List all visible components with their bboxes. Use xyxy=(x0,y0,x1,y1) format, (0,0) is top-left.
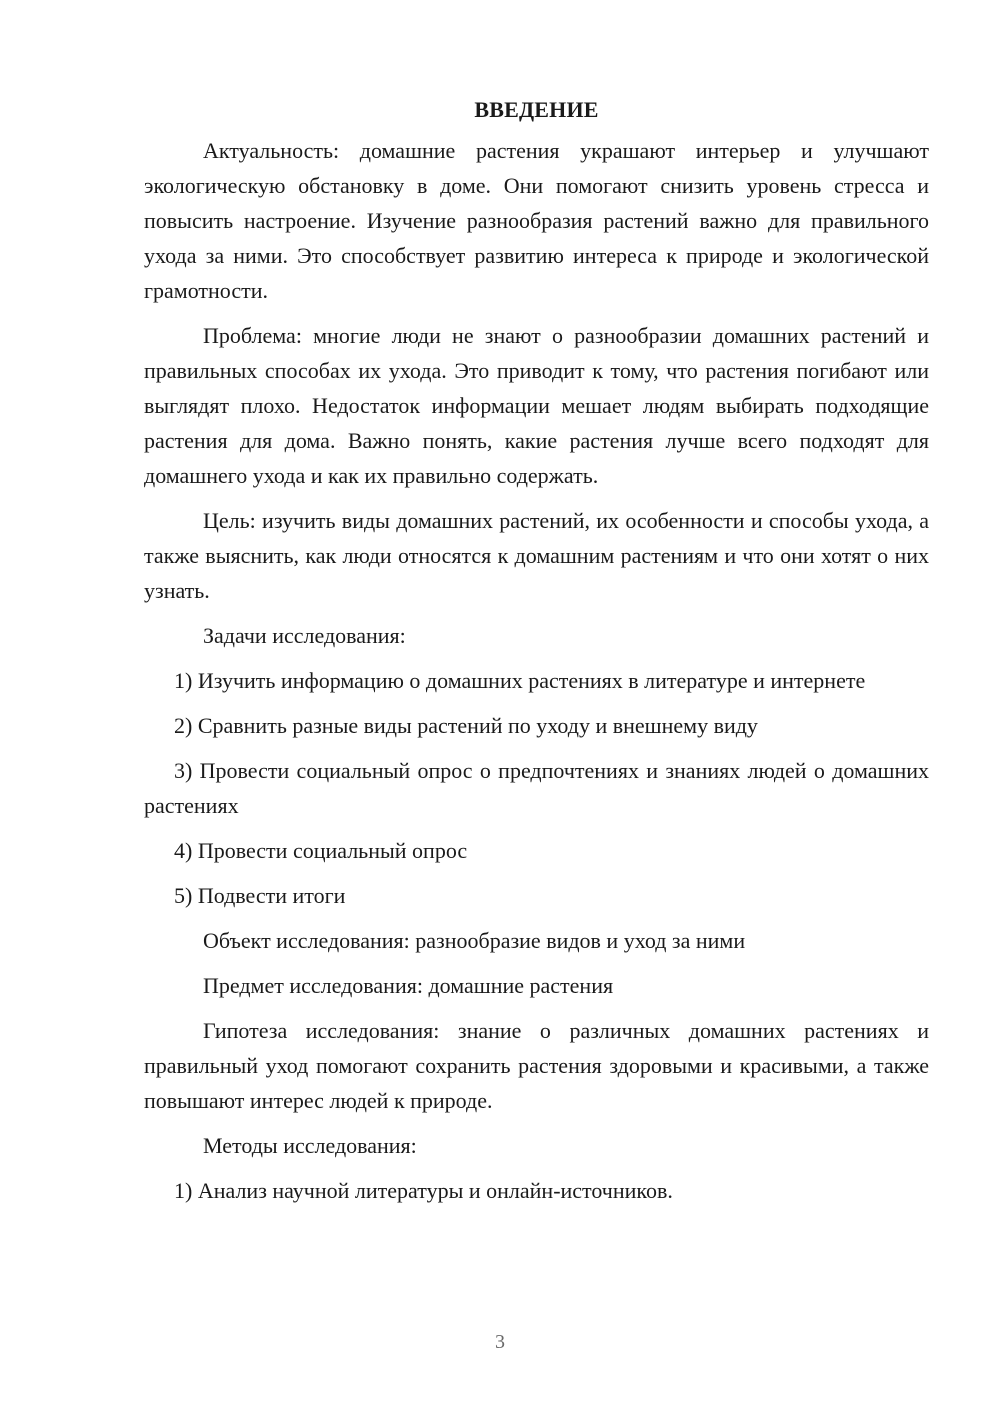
methods-title: Методы исследования: xyxy=(203,1133,417,1158)
page-body xyxy=(144,92,929,1208)
problem-paragraph: Проблема: многие люди не знают о разнообразии домашних растений и правильных способах их ухода. Это приводит к тому, что растения погибают или выглядят плохо. Недостаток информации мешает людям выбирать подходящие растения для дома. Важно понять, какие растения лучше всего подходят для домашнего ухода и как их правильно содержать. xyxy=(144,323,929,488)
task-item: 4) Провести социальный опрос xyxy=(174,838,468,863)
goal-paragraph: Цель: изучить виды домашних растений, их особенности и способы ухода, а также выяснить, как люди относятся к домашним растениям и что они хотят о них узнать. xyxy=(144,508,929,603)
tasks-title: Задачи исследования: xyxy=(203,623,406,648)
task-item: 5) Подвести итоги xyxy=(174,883,346,908)
section-heading: ВВЕДЕНИЕ xyxy=(474,97,599,122)
task-item: 1) Изучить информацию о домашних растениях в литературе и интернете xyxy=(174,668,866,693)
task-item: 2) Сравнить разные виды растений по уходу и внешнему виду xyxy=(174,713,758,738)
hypothesis-paragraph: Гипотеза исследования: знание о различных домашних растениях и правильный уход помогают сохранить растения здоровыми и красивыми, а также повышают интерес людей к природе. xyxy=(144,1018,929,1113)
method-item: 1) Анализ научной литературы и онлайн-источников. xyxy=(174,1178,673,1203)
page-number: 3 xyxy=(495,1331,505,1353)
relevance-paragraph: Актуальность: домашние растения украшают интерьер и улучшают экологическую обстановку в доме. Они помогают снизить уровень стресса и повысить настроение. Изучение разнообразия растений важно для правильного ухода за ними. Это способствует развитию интереса к природе и экологической грамотности. xyxy=(144,138,929,303)
task-item: 3) Провести социальный опрос о предпочтениях и знаниях людей о домашних растениях xyxy=(144,758,929,818)
research-subject: Предмет исследования: домашние растения xyxy=(203,973,614,998)
research-object: Объект исследования: разнообразие видов и уход за ними xyxy=(203,928,746,953)
